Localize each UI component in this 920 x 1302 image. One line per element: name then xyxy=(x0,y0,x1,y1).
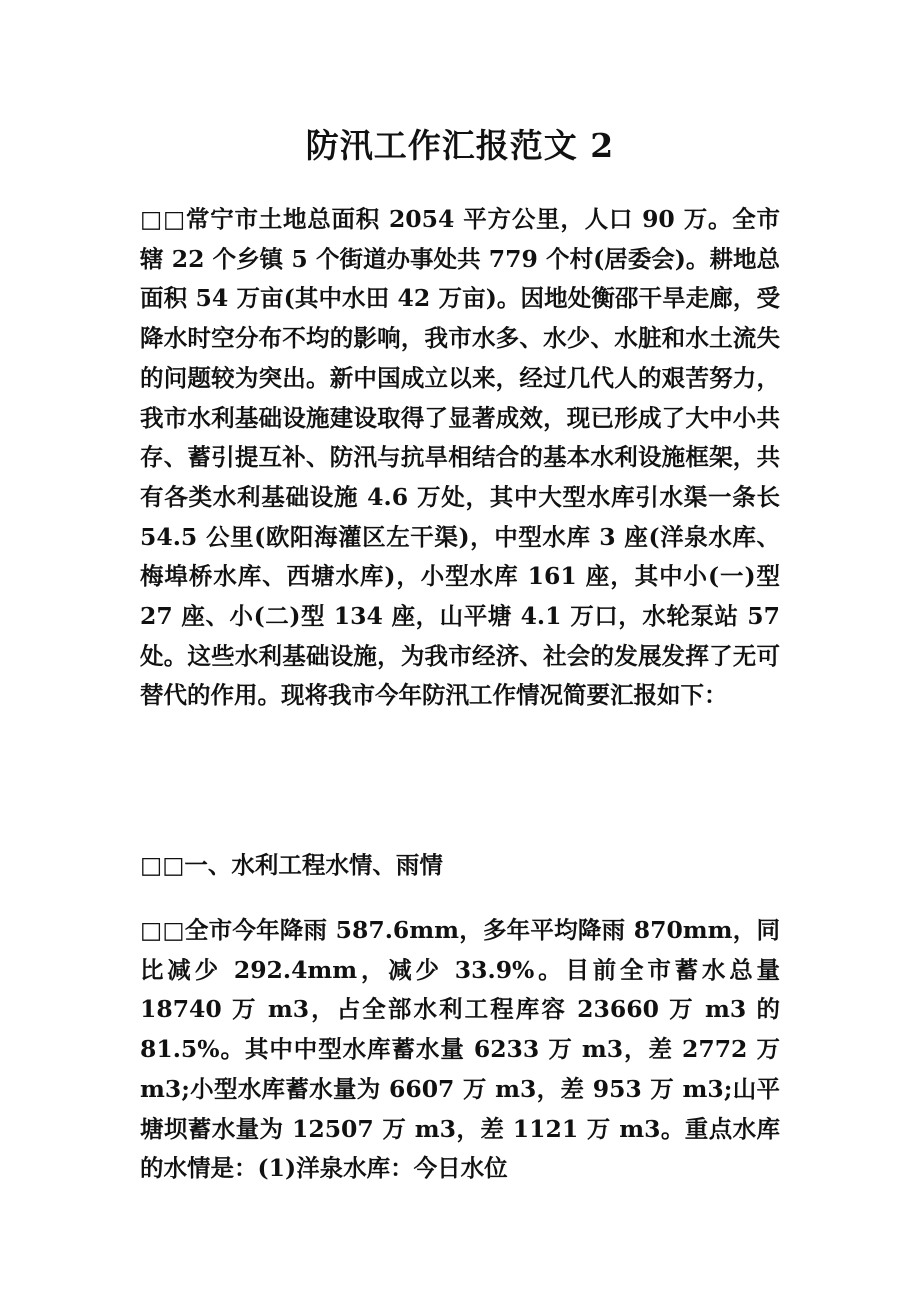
document-title: 防汛工作汇报范文 2 xyxy=(305,126,615,165)
paragraph-rainfall-storage: □□全市今年降雨 587.6mm，多年平均降雨 870mm，同比减少 292.4mm，减少 33.9%。目前全市蓄水总量 18740 万 m3，占全部水利工程库容 23660 万 m3 的 81.5%。其中中型水库蓄水量 6233 万 m3，差 2772 万 m3;小型水库蓄水量为 6607 万 m3，差 953 万 m3;山平塘坝蓄水量为 12507 万 m3，差 1121 万 m3。重点水库的水情是：(1)洋泉水库：今日水位 xyxy=(140,916,780,1183)
section-heading-water-rain: □□一、水利工程水情、雨情 xyxy=(140,851,443,879)
paragraph-overview: □□常宁市土地总面积 2054 平方公里，人口 90 万。全市辖 22 个乡镇 5 个街道办事处共 779 个村(居委会)。耕地总面积 54 万亩(其中水田 42 万亩)。因地处衡邵干旱走廊，受降水时空分布不均的影响，我市水多、水少、水脏和水土流失的问题较为突出。新中国成立以来，经过几代人的艰苦努力，我市水利基础设施建设取得了显著成效，现已形成了大中小共存、蓄引提互补、防汛与抗旱相结合的基本水利设施框架，共有各类水利基础设施 4.6 万处，其中大型水库引水渠一条长 54.5 公里(欧阳海灌区左干渠)，中型水库 3 座(洋泉水库、梅埠桥水库、西塘水库)，小型水库 161 座，其中小(一)型 27 座、小(二)型 134 座，山平塘 4.1 万口，水轮泵站 57 处。这些水利基础设施，为我市经济、社会的发展发挥了无可替代的作用。现将我市今年防汛工作情况简要汇报如下： xyxy=(140,205,780,710)
